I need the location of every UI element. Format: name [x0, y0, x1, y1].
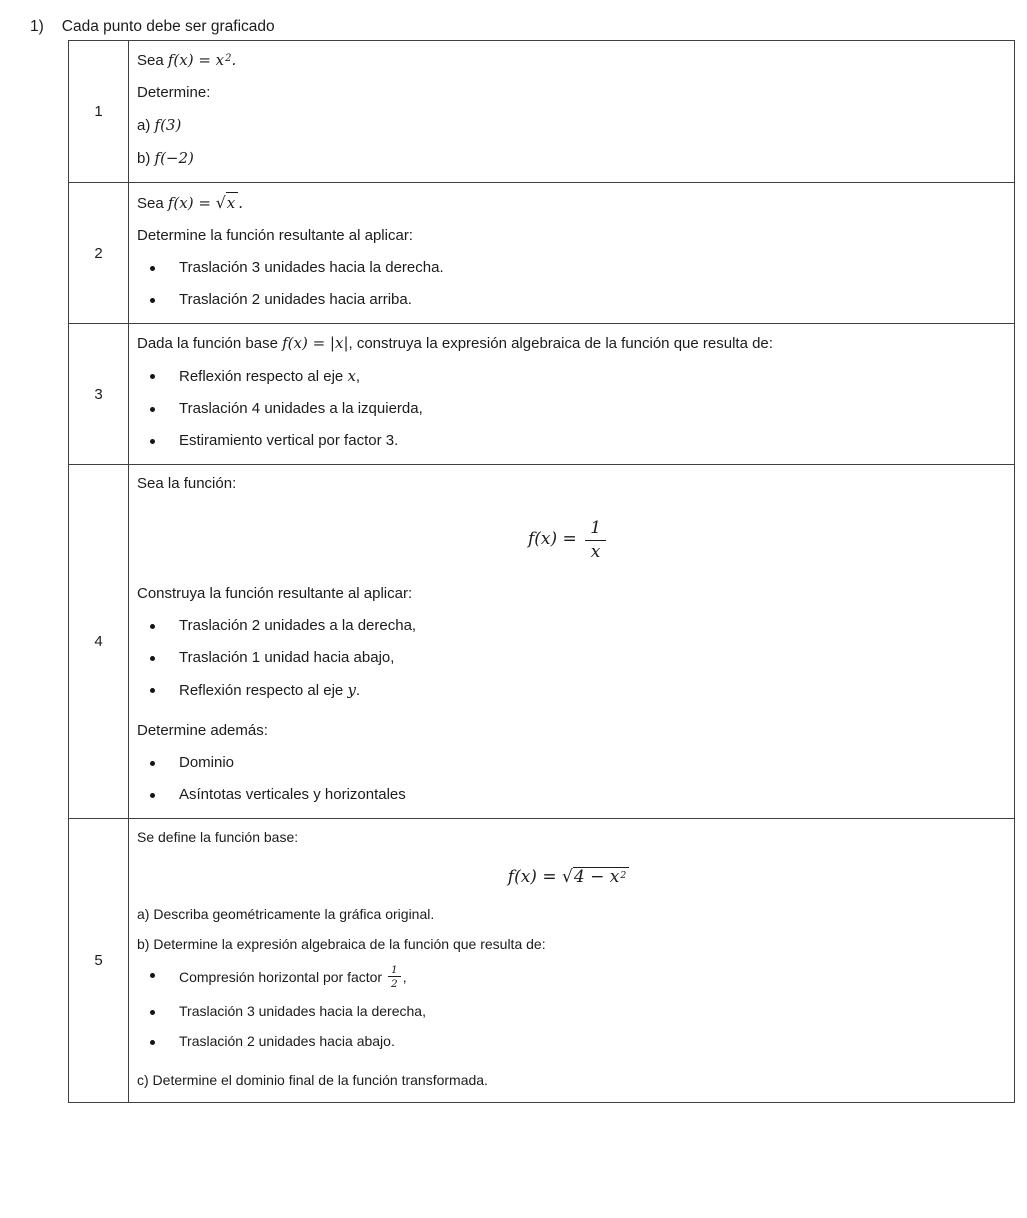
table-row	[69, 465, 1014, 819]
exercise-line	[137, 1071, 1000, 1090]
page-heading	[30, 18, 275, 36]
exercise-line	[137, 474, 1000, 494]
text-segment: Sea	[137, 52, 168, 69]
exercise-line	[137, 148, 1000, 169]
bullet-icon	[150, 266, 155, 271]
row-number: 5	[69, 819, 129, 1102]
bullet-icon	[150, 439, 155, 444]
text-segment: ,	[355, 368, 361, 385]
bullet-text	[179, 1032, 395, 1051]
bullet-text	[179, 366, 360, 387]
bullet-text	[179, 785, 406, 805]
bullet-item	[137, 1032, 1000, 1051]
exercise-line	[137, 905, 1000, 924]
math-segment: f(−2)	[154, 149, 194, 167]
table-row	[69, 819, 1014, 1102]
table-row	[69, 41, 1014, 183]
bullet-item	[137, 785, 1000, 805]
bullet-icon	[150, 656, 155, 661]
heading-number: 1)	[30, 18, 44, 35]
row-content	[129, 183, 1014, 323]
math-segment: x	[226, 194, 236, 212]
row-number: 2	[69, 183, 129, 323]
row-content	[129, 41, 1014, 182]
bullet-icon	[150, 761, 155, 766]
bullet-icon	[150, 624, 155, 629]
text-segment: Traslación 4 unidades a la izquierda,	[179, 400, 423, 417]
text-segment: Determine además:	[137, 722, 268, 740]
bullet-item	[137, 366, 1000, 387]
text-segment: .	[355, 682, 361, 700]
bullet-icon	[150, 688, 155, 693]
bullet-text	[179, 753, 234, 773]
exercise-line	[137, 192, 1000, 214]
row-content	[129, 324, 1014, 464]
text-segment: Determine la función resultante al aplicar:	[137, 227, 413, 244]
bullet-item	[137, 753, 1000, 773]
math-segment: 2	[391, 978, 398, 991]
text-segment: Traslación 2 unidades hacia abajo.	[179, 1033, 395, 1050]
square-root	[562, 867, 629, 887]
bullet-text	[179, 648, 394, 668]
math-segment: 1	[391, 964, 398, 977]
exercise-line	[137, 333, 1000, 354]
math-segment: f(x) = x	[167, 51, 225, 69]
bullet-item	[137, 1002, 1000, 1021]
fraction-denominator	[388, 977, 401, 990]
text-segment: Traslación 3 unidades hacia la derecha,	[179, 1003, 426, 1020]
bullet-item	[137, 648, 1000, 668]
text-segment: Dominio	[179, 754, 235, 772]
text-segment: ,	[402, 968, 407, 985]
bullet-icon	[150, 793, 155, 798]
text-segment: Traslación 3 unidades hacia la derecha.	[179, 259, 444, 276]
text-segment: Sea la función:	[137, 475, 237, 492]
exercise-table	[68, 40, 1015, 1103]
math-segment: f(x) = |x|	[282, 334, 349, 352]
display-formula	[137, 518, 1000, 562]
square-root	[216, 192, 239, 214]
radicand	[226, 192, 238, 214]
math-segment: f(3)	[154, 116, 182, 134]
text-segment: Determine:	[137, 84, 211, 101]
text-segment: Traslación 1 unidad hacia abajo,	[179, 649, 395, 667]
row-number: 4	[69, 465, 129, 818]
text-segment: Compresión horizontal por factor	[179, 968, 386, 985]
bullet-item	[137, 290, 1000, 310]
exercise-line	[137, 83, 1000, 103]
math-segment: f(x) =	[527, 529, 583, 550]
text-segment: Dada la función base	[137, 335, 283, 352]
radicand	[573, 867, 629, 887]
bullet-text	[179, 290, 412, 310]
math-superscript: 2	[225, 52, 232, 64]
math-segment: .	[238, 194, 243, 212]
bullet-icon	[150, 973, 155, 978]
bullet-item	[137, 616, 1000, 636]
bullet-icon	[150, 374, 155, 379]
bullet-icon	[150, 1010, 155, 1015]
text-segment: Construya la función resultante al aplicar:	[137, 585, 413, 603]
bullet-text	[179, 431, 398, 451]
exercise-line	[137, 226, 1000, 246]
text-segment: Asíntotas verticales y horizontales	[179, 786, 406, 804]
row-number: 1	[69, 41, 129, 182]
math-superscript: 2	[620, 869, 627, 881]
display-formula	[137, 867, 1000, 887]
radical-sign-icon: √	[562, 867, 573, 888]
fraction	[388, 964, 401, 990]
bullet-text	[179, 1002, 426, 1021]
text-segment: c) Determine el dominio final de la función transformada.	[137, 1072, 488, 1089]
exercise-line	[137, 50, 1000, 71]
text-segment: Reflexión respecto al eje	[179, 682, 348, 700]
heading-text: Cada punto debe ser graficado	[61, 18, 275, 35]
bullet-icon	[150, 1040, 155, 1045]
bullet-text	[179, 616, 416, 636]
table-row	[69, 183, 1014, 324]
text-segment: Traslación 2 unidades a la derecha,	[179, 617, 417, 635]
text-segment: , construya la expresión algebraica de la función que resulta de:	[348, 335, 773, 352]
bullet-text	[179, 399, 423, 419]
exercise-line	[137, 584, 1000, 604]
math-segment: x	[590, 541, 601, 562]
exercise-line	[137, 935, 1000, 954]
bullet-text	[179, 258, 444, 278]
text-segment: Sea	[137, 195, 168, 212]
fraction-denominator	[585, 541, 606, 563]
math-segment: f(x) =	[507, 867, 562, 888]
text-segment: Estiramiento vertical por factor 3.	[179, 432, 399, 449]
exercise-line	[137, 115, 1000, 136]
text-segment: Traslación 2 unidades hacia arriba.	[179, 291, 412, 308]
bullet-text	[179, 965, 407, 991]
math-segment: 1	[590, 518, 602, 538]
bullet-icon	[150, 298, 155, 303]
text-segment: b) Determine la expresión algebraica de la función que resulta de:	[137, 936, 546, 953]
radical-sign-icon: √	[215, 193, 226, 212]
math-segment: 4 − x	[573, 867, 620, 888]
fraction-numerator	[388, 964, 401, 977]
text-segment: a) Describa geométricamente la gráfica original.	[137, 906, 435, 923]
text-segment: a)	[137, 117, 155, 134]
exercise-line	[137, 828, 1000, 847]
math-segment: .	[231, 51, 237, 69]
fraction-numerator	[585, 518, 606, 541]
bullet-icon	[150, 407, 155, 412]
bullet-item	[137, 399, 1000, 419]
bullet-item	[137, 431, 1000, 451]
math-segment: x	[347, 367, 356, 385]
fraction	[585, 518, 606, 562]
bullet-text	[179, 680, 360, 701]
math-segment: y	[347, 681, 356, 700]
text-segment: Reflexión respecto al eje	[179, 368, 348, 385]
row-content	[129, 819, 1014, 1102]
text-segment: b)	[137, 150, 155, 167]
row-number: 3	[69, 324, 129, 464]
text-segment: Se define la función base:	[137, 829, 299, 846]
row-content	[129, 465, 1014, 818]
table-row	[69, 324, 1014, 465]
bullet-item	[137, 258, 1000, 278]
exercise-line	[137, 721, 1000, 741]
bullet-item	[137, 680, 1000, 701]
bullet-item	[137, 965, 1000, 991]
math-segment: f(x) =	[167, 194, 216, 212]
